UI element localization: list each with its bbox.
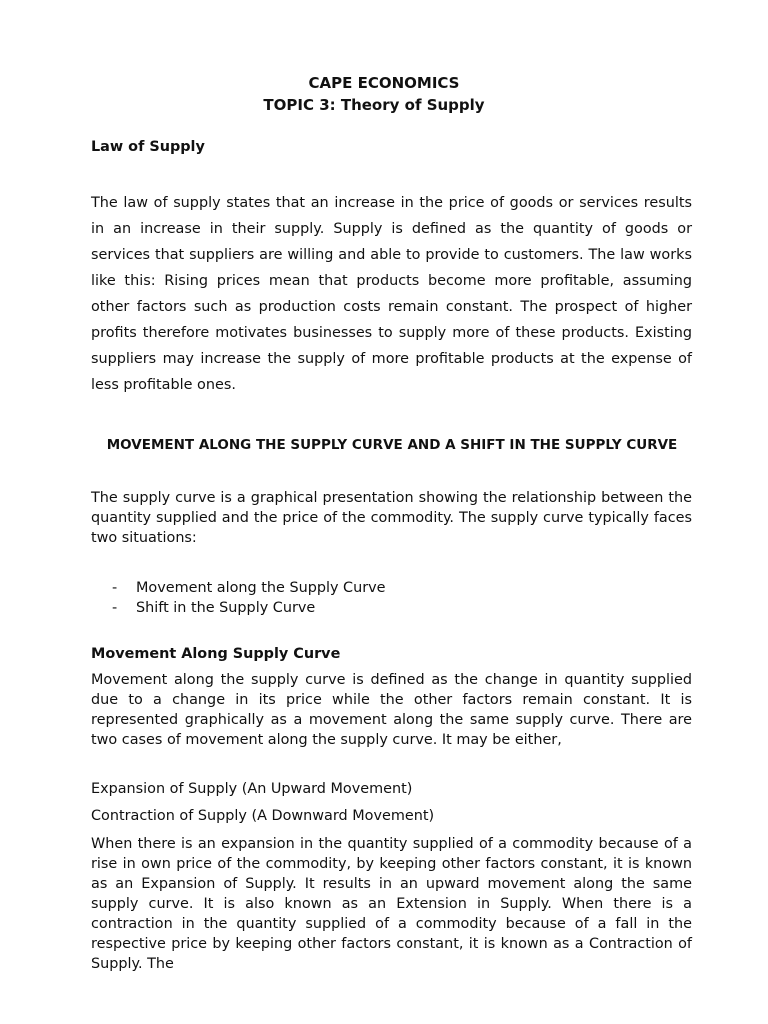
paragraph-movement-along: Movement along the supply curve is defined as the change in quantity supplied due to a change in its price while the other factors remain constant. It is represented graphically as a movement along the same supply curve. There are two cases of movement along the supply curve. It may be either,	[91, 672, 692, 748]
paragraph-supply-curve: The supply curve is a graphical presentation showing the relationship between the quantity supplied and the price of the commodity. The supply curve typically faces two situations:	[91, 490, 692, 546]
bullet-marker: -	[112, 580, 118, 596]
line-contraction-of-supply: Contraction of Supply (A Downward Movement)	[91, 808, 435, 824]
paragraph-expansion-contraction: When there is an expansion in the quantity supplied of a commodity because of a rise in own price of the commodity, by keeping other factors constant, it is known as an Expansion of Supply. It results in an upward movement along the same supply curve. It is also known as an Extension in Supply. When there is a contraction in the quantity supplied of a commodity because of a fall in the respective price by keeping other factors constant, it is known as a Contraction of Supply. The	[91, 836, 692, 972]
bullet-marker: -	[112, 600, 118, 616]
document-subtitle: TOPIC 3: Theory of Supply	[263, 96, 485, 114]
bullet-item: Movement along the Supply Curve	[136, 580, 386, 596]
heading-law-of-supply: Law of Supply	[91, 139, 205, 155]
document-title: CAPE ECONOMICS	[308, 74, 460, 92]
line-expansion-of-supply: Expansion of Supply (An Upward Movement)	[91, 781, 413, 797]
heading-movement-and-shift: MOVEMENT ALONG THE SUPPLY CURVE AND A SHIFT IN THE SUPPLY CURVE	[106, 437, 678, 453]
paragraph-law-of-supply: The law of supply states that an increase in the price of goods or services results in an increase in their supply. Supply is defined as the quantity of goods or services that suppliers are willing and able to provide to customers. The law works like this: Rising prices mean that products become more profitable, assuming other factors such as production costs remain constant. The prospect of higher profits therefore motivates businesses to supply more of these products. Existing suppliers may increase the supply of more profitable products at the expense of less profitable ones.	[91, 195, 692, 393]
bullet-item: Shift in the Supply Curve	[136, 600, 316, 616]
heading-movement-along-supply-curve: Movement Along Supply Curve	[91, 646, 341, 662]
